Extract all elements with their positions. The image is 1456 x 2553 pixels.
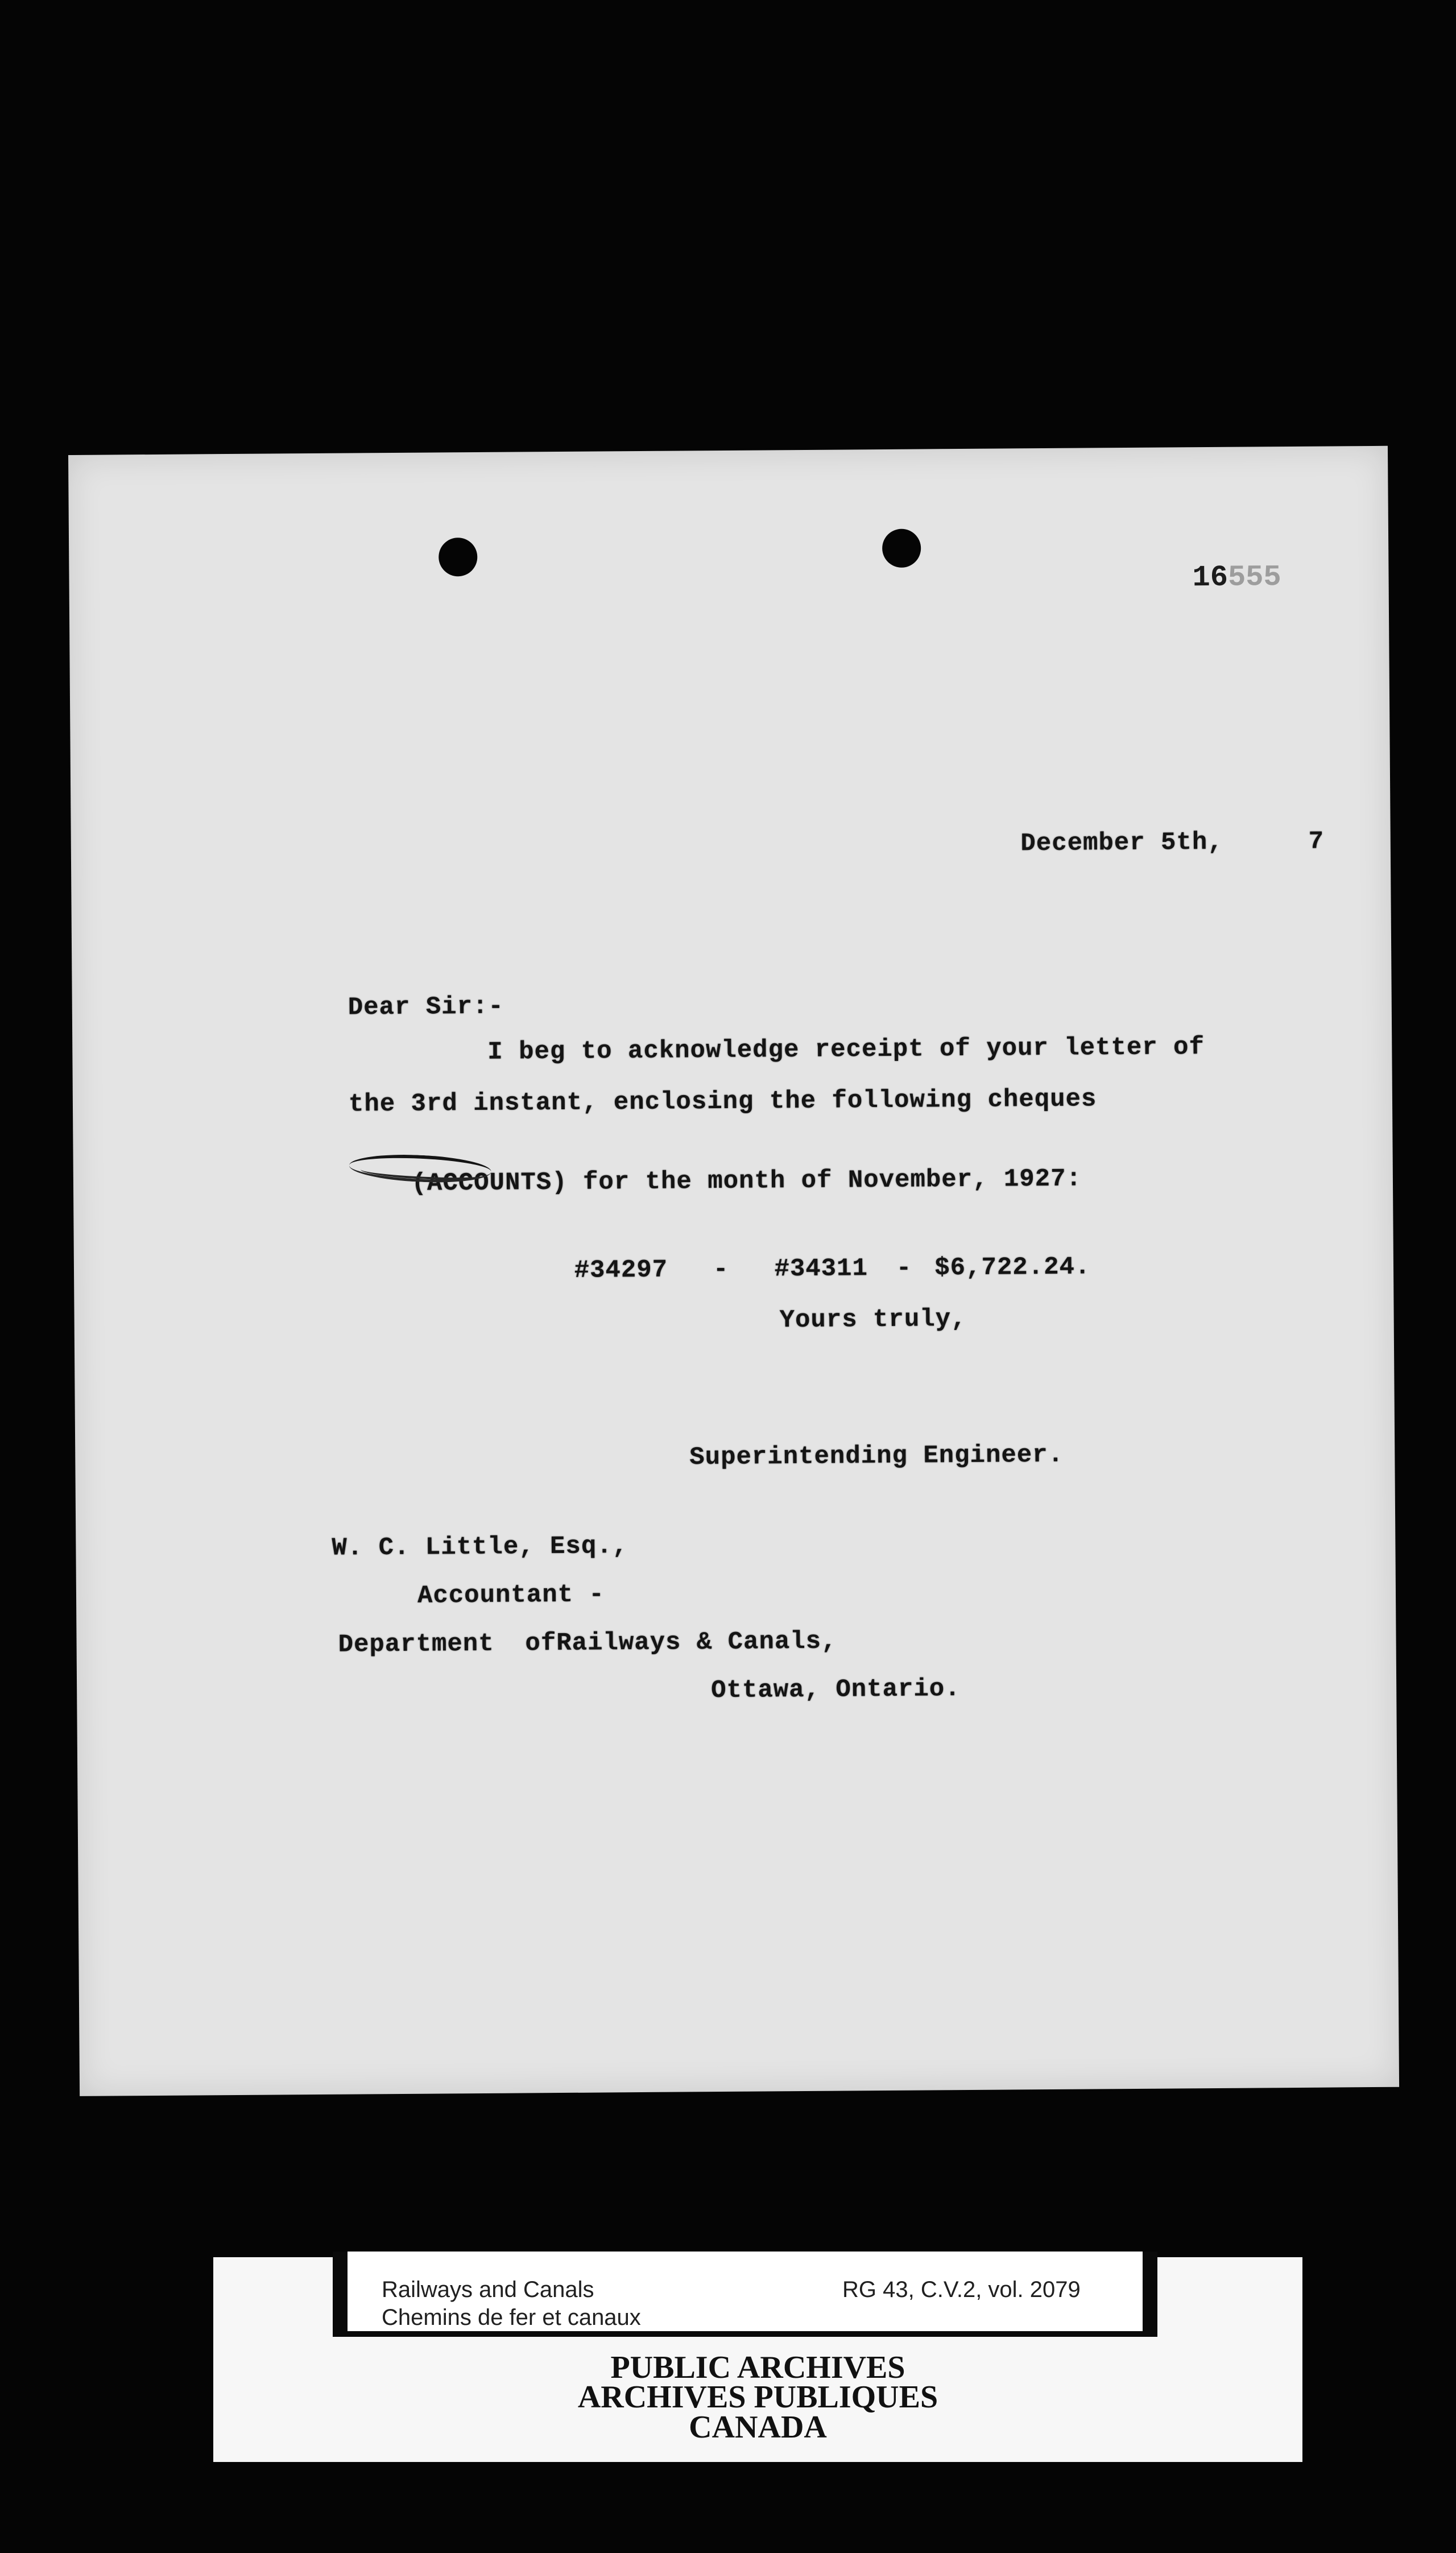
fonds-french: Chemins de fer et canaux — [382, 2305, 641, 2330]
body-line-1: I beg to acknowledge receipt of your letter of — [487, 1033, 1205, 1067]
closing: Yours truly, — [779, 1305, 967, 1335]
addressee-name: W. C. Little, Esq., — [332, 1532, 628, 1563]
date-year-fragment: 7 — [1308, 827, 1325, 856]
struck-word: (ACCOUNTS) — [411, 1168, 568, 1198]
signature-title: Superintending Engineer. — [689, 1440, 1064, 1472]
archive-stamp-line-3: CANADA — [689, 2410, 827, 2445]
fonds-english: Railways and Canals — [382, 2277, 594, 2302]
letter-sheet — [68, 446, 1399, 2096]
letter-date: December 5th, 7 — [1020, 827, 1325, 858]
cheque-range-line: #34297 - #34311 - $6,722.24. — [574, 1253, 1091, 1285]
punch-hole-left — [439, 538, 477, 576]
cheque-amount: $6,722.24. — [934, 1253, 1091, 1283]
addressee-title: Accountant - — [417, 1580, 605, 1610]
archive-stamp-line-1: PUBLIC ARCHIVES — [610, 2350, 905, 2385]
addressee-city: Ottawa, Ontario. — [711, 1675, 961, 1705]
punch-hole-right — [882, 529, 921, 568]
body-line-3: (ACCOUNTS) for the month of November, 1927: — [411, 1164, 1082, 1198]
folio-number: 16555 — [1192, 560, 1281, 595]
archive-reference-label — [333, 2252, 1157, 2337]
body-line-2: the 3rd instant, enclosing the following cheques — [348, 1085, 1097, 1119]
salutation: Dear Sir:- — [348, 992, 504, 1022]
archive-stamp-line-2: ARCHIVES PUBLIQUES — [577, 2380, 938, 2415]
addressee-department: Department ofRailways & Canals, — [338, 1627, 837, 1659]
cheque-from: #34297 — [574, 1255, 668, 1285]
cheque-to: #34311 — [774, 1254, 868, 1284]
archive-reference: RG 43, C.V.2, vol. 2079 — [842, 2277, 1081, 2302]
